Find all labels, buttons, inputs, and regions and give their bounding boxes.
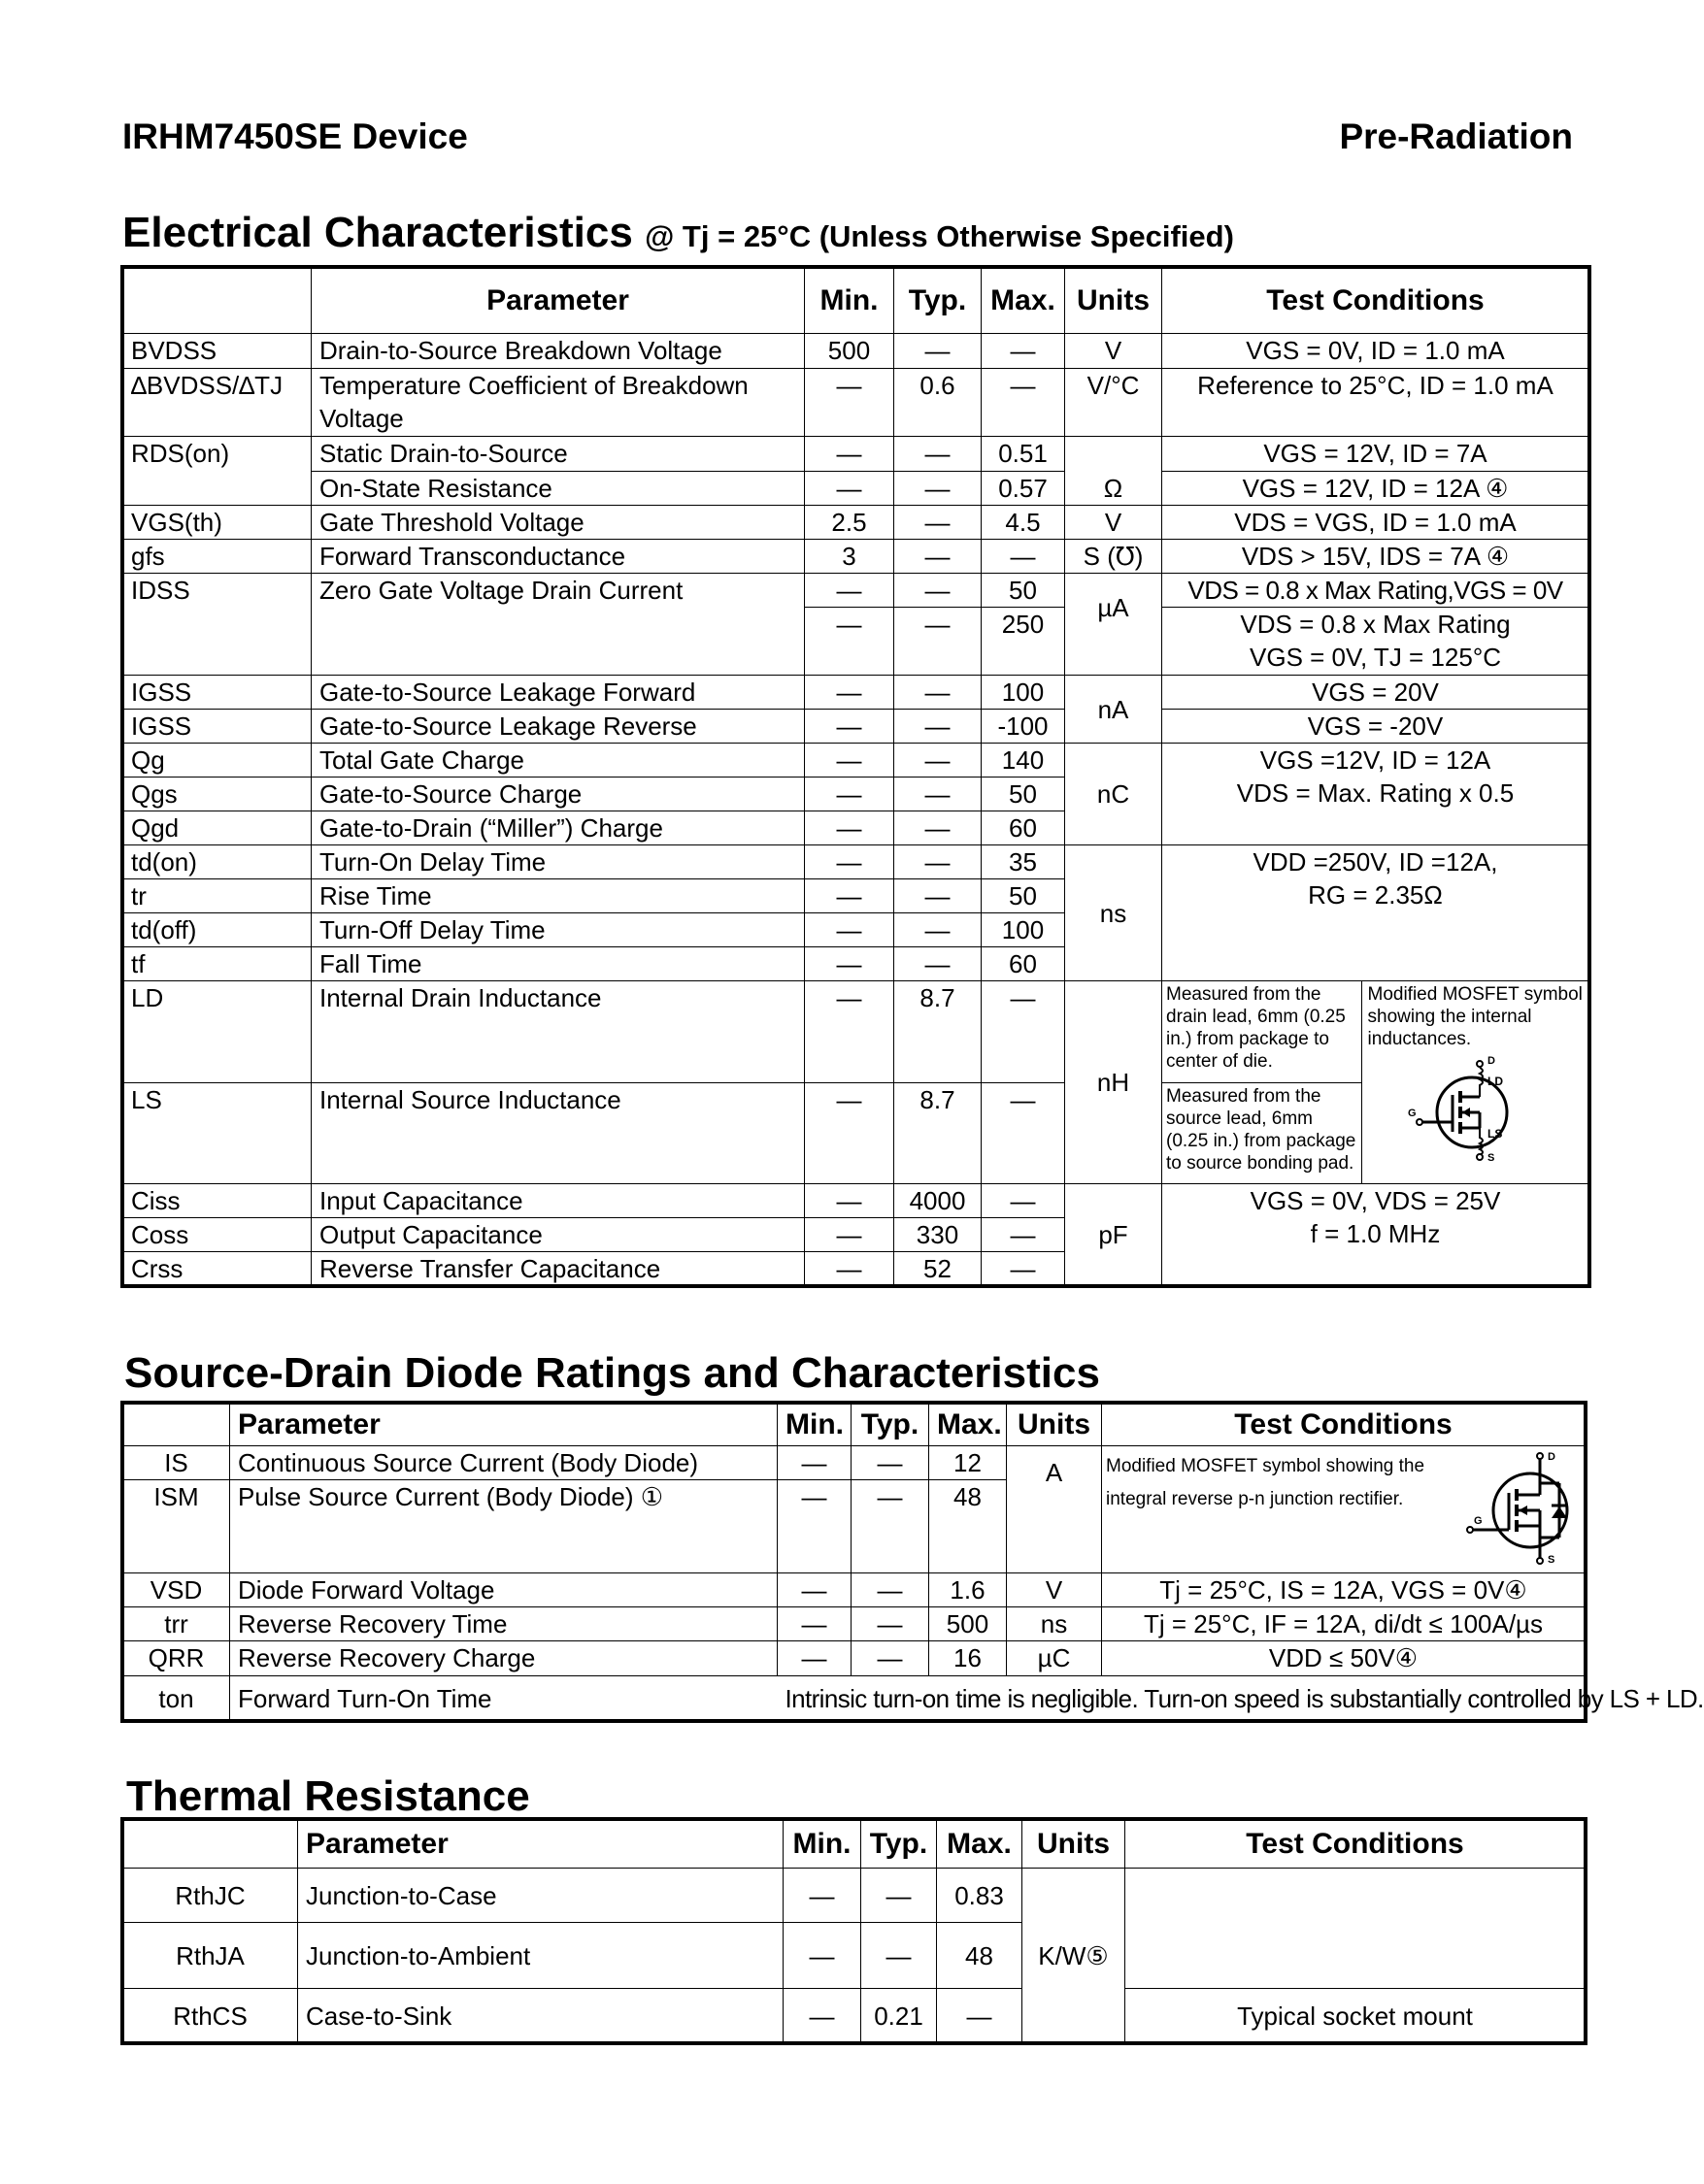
test-condition: VDS = VGS, ID = 1.0 mA: [1162, 506, 1589, 540]
parameter: Continuous Source Current (Body Diode): [230, 1446, 778, 1480]
col-test-conditions: Test Conditions: [1102, 1404, 1586, 1446]
min: 500: [805, 334, 894, 369]
test-condition: [1162, 437, 1589, 472]
typ: —: [852, 1641, 929, 1676]
min: 3: [805, 540, 894, 574]
unit: ns: [1065, 845, 1162, 981]
parameter: Input Capacitance: [312, 1184, 805, 1218]
min: —: [805, 913, 894, 947]
max: 250: [982, 608, 1065, 676]
symbol: Qgs: [123, 778, 312, 811]
max: —: [982, 1252, 1065, 1286]
test-condition: VGS = 0V, ID = 1.0 mA: [1162, 334, 1589, 369]
test-condition: Typical socket mount: [1125, 1989, 1586, 2043]
gate-label: G: [1474, 1515, 1483, 1527]
max: 48: [937, 1923, 1022, 1989]
thermal-heading: Thermal Resistance: [126, 1772, 530, 1820]
table-row: [123, 1446, 1586, 1480]
col-parameter: Parameter: [230, 1404, 778, 1446]
parameter: Gate Threshold Voltage: [312, 506, 805, 540]
table-row: [123, 744, 1589, 778]
condition-line: VGS =12V, ID = 12A: [1259, 745, 1491, 775]
min: —: [805, 845, 894, 879]
drain-label: D: [1548, 1451, 1555, 1463]
unit: S (℧): [1065, 540, 1162, 574]
unit: ns: [1007, 1607, 1102, 1641]
symbol: LD: [123, 981, 312, 1083]
min: —: [784, 1989, 861, 2043]
min: —: [805, 676, 894, 710]
max: —: [982, 334, 1065, 369]
max: 0.57: [982, 472, 1065, 506]
table-row: [123, 1989, 1586, 2043]
col-max: Max.: [929, 1404, 1007, 1446]
min: —: [805, 1252, 894, 1286]
col-test-conditions: Test Conditions: [1162, 268, 1589, 334]
symbol: gfs: [123, 540, 312, 574]
typ: —: [894, 710, 982, 744]
table-row: [123, 710, 1589, 744]
symbol: RthJC: [123, 1869, 298, 1923]
min: —: [805, 981, 894, 1083]
electrical-characteristics-table: [122, 267, 1589, 1286]
typ: —: [852, 1607, 929, 1641]
turn-on-note: Intrinsic turn-on time is negligible. Turn-on speed is substantially controlled by LS + LD.: [778, 1676, 1586, 1721]
condition-line: VGS = 0V, TJ = 125°C: [1250, 643, 1501, 672]
max: 50: [982, 574, 1065, 608]
test-condition: [1162, 845, 1589, 981]
symbol: Qgd: [123, 811, 312, 845]
unit: nA: [1065, 676, 1162, 744]
parameter: Temperature Coefficient of Breakdown Voltage: [312, 369, 805, 437]
col-max: Max.: [937, 1820, 1022, 1869]
test-condition: [1162, 744, 1589, 845]
typ: —: [894, 744, 982, 778]
parameter: Output Capacitance: [312, 1218, 805, 1252]
min: —: [805, 710, 894, 744]
symbol: td(off): [123, 913, 312, 947]
parameter: Reverse Recovery Time: [230, 1607, 778, 1641]
test-condition: [1102, 1446, 1586, 1573]
table-header-row: [123, 1404, 1586, 1446]
unit: pF: [1065, 1184, 1162, 1286]
symbol-header: [123, 268, 312, 334]
symbol-header: [123, 1820, 298, 1869]
min: —: [805, 472, 894, 506]
test-condition: VDD ≤ 50V④: [1102, 1641, 1586, 1676]
col-units: Units: [1007, 1404, 1102, 1446]
symbol: VSD: [123, 1573, 230, 1607]
typ: —: [894, 334, 982, 369]
mosfet-body-diode-symbol-icon: [1466, 1450, 1583, 1565]
col-typ: Typ.: [861, 1820, 937, 1869]
symbol: RthJA: [123, 1923, 298, 1989]
max: 4.5: [982, 506, 1065, 540]
typ: —: [894, 778, 982, 811]
ld-measurement-note: Measured from the drain lead, 6mm (0.25 in.) from package to center of die.: [1162, 981, 1361, 1082]
test-condition: VDS = 0.8 x Max Rating,VGS = 0V: [1162, 574, 1589, 608]
parameter: Turn-On Delay Time: [312, 845, 805, 879]
typ: —: [894, 608, 982, 676]
typ: 52: [894, 1252, 982, 1286]
parameter: On-State Resistance: [312, 472, 805, 506]
parameter: Turn-Off Delay Time: [312, 913, 805, 947]
typ: —: [861, 1923, 937, 1989]
min: —: [805, 1218, 894, 1252]
unit: V: [1065, 506, 1162, 540]
symbol: trr: [123, 1607, 230, 1641]
parameter: Reverse Transfer Capacitance: [312, 1252, 805, 1286]
max: —: [982, 981, 1065, 1083]
parameter: Junction-to-Case: [298, 1869, 784, 1923]
condition-text: VGS = 12V, ID = 7A: [1263, 439, 1487, 468]
symbol: tf: [123, 947, 312, 981]
typ: —: [894, 437, 982, 472]
table-row: [123, 845, 1589, 879]
ld-label: LD: [1487, 1075, 1504, 1088]
col-typ: Typ.: [852, 1404, 929, 1446]
parameter: Internal Drain Inductance: [312, 981, 805, 1083]
parameter: Forward Turn-On Time: [230, 1676, 778, 1721]
note-marker: ④: [1486, 474, 1509, 503]
figure-caption: Modified MOSFET symbol showing the internal inductances.: [1367, 984, 1583, 1049]
inductance-condition-grid: [1162, 981, 1588, 1183]
max: 16: [929, 1641, 1007, 1676]
test-condition: [1162, 472, 1589, 506]
unit: V/°C: [1065, 369, 1162, 437]
parameter: Reverse Recovery Charge: [230, 1641, 778, 1676]
min: —: [805, 811, 894, 845]
min: —: [805, 947, 894, 981]
max: 50: [982, 778, 1065, 811]
min: —: [778, 1573, 852, 1607]
condition-line: VDS = Max. Rating x 0.5: [1236, 778, 1515, 808]
parameter: Static Drain-to-Source: [312, 437, 805, 472]
symbol-header: [123, 1404, 230, 1446]
col-min: Min.: [784, 1820, 861, 1869]
test-condition: VDS > 15V, IDS = 7A ④: [1162, 540, 1589, 574]
max: —: [982, 1184, 1065, 1218]
table-row: [123, 1869, 1586, 1923]
typ: —: [894, 947, 982, 981]
unit: µA: [1065, 574, 1162, 676]
section-subtitle: @ Tj = 25°C (Unless Otherwise Specified): [645, 219, 1234, 253]
max: 100: [982, 676, 1065, 710]
unit: µC: [1007, 1641, 1102, 1676]
parameter: Pulse Source Current (Body Diode) ①: [230, 1480, 778, 1573]
typ: —: [852, 1480, 929, 1573]
unit: V: [1007, 1573, 1102, 1607]
typ: —: [894, 676, 982, 710]
parameter: Drain-to-Source Breakdown Voltage: [312, 334, 805, 369]
unit: nC: [1065, 744, 1162, 845]
table-row: [123, 1184, 1589, 1218]
table-row: [123, 472, 1589, 506]
col-typ: Typ.: [894, 268, 982, 334]
typ: —: [894, 913, 982, 947]
symbol: ∆BVDSS/∆TJ: [123, 369, 312, 437]
device-title: IRHM7450SE Device: [122, 116, 468, 156]
parameter: Diode Forward Voltage: [230, 1573, 778, 1607]
typ: 8.7: [894, 1082, 982, 1184]
symbol: Qg: [123, 744, 312, 778]
max: —: [982, 1082, 1065, 1184]
max: —: [982, 540, 1065, 574]
diode-heading: Source-Drain Diode Ratings and Characteristics: [124, 1349, 1100, 1397]
col-min: Min.: [778, 1404, 852, 1446]
col-test-conditions: Test Conditions: [1125, 1820, 1586, 1869]
max: 35: [982, 845, 1065, 879]
symbol: Crss: [123, 1252, 312, 1286]
symbol: Coss: [123, 1218, 312, 1252]
col-max: Max.: [982, 268, 1065, 334]
test-condition: VGS = 20V: [1162, 676, 1589, 710]
symbol: tr: [123, 879, 312, 913]
parameter: Gate-to-Source Charge: [312, 778, 805, 811]
min: —: [805, 778, 894, 811]
col-parameter: Parameter: [298, 1820, 784, 1869]
min: —: [778, 1446, 852, 1480]
parameter: Fall Time: [312, 947, 805, 981]
parameter: Internal Source Inductance: [312, 1082, 805, 1184]
col-units: Units: [1065, 268, 1162, 334]
typ: —: [894, 811, 982, 845]
condition-line: VGS = 0V, VDS = 25V: [1250, 1186, 1501, 1215]
typ: —: [894, 574, 982, 608]
table-row: [123, 1641, 1586, 1676]
symbol: Ciss: [123, 1184, 312, 1218]
max: 0.83: [937, 1869, 1022, 1923]
table-row: [123, 1676, 1586, 1721]
typ: 0.6: [894, 369, 982, 437]
min: —: [805, 369, 894, 437]
table-row: [123, 369, 1589, 437]
min: —: [805, 744, 894, 778]
max: 50: [982, 879, 1065, 913]
parameter: Junction-to-Ambient: [298, 1923, 784, 1989]
electrical-characteristics-heading: [122, 209, 1234, 257]
max: 100: [982, 913, 1065, 947]
max: —: [982, 369, 1065, 437]
figure-caption: Modified MOSFET symbol showing the integral reverse p-n junction rectifier.: [1106, 1456, 1425, 1509]
max: 140: [982, 744, 1065, 778]
condition-text: VGS = 12V, ID = 12A: [1242, 474, 1479, 503]
test-condition: Tj = 25°C, IS = 12A, VGS = 0V④: [1102, 1573, 1586, 1607]
symbol: IDSS: [123, 574, 312, 676]
symbol: QRR: [123, 1641, 230, 1676]
parameter: Gate-to-Source Leakage Forward: [312, 676, 805, 710]
min: —: [805, 1082, 894, 1184]
symbol: IGSS: [123, 710, 312, 744]
table-row: [123, 981, 1589, 1083]
mosfet-figure-cell: [1361, 981, 1588, 1183]
parameter: Zero Gate Voltage Drain Current: [312, 574, 805, 676]
col-units: Units: [1022, 1820, 1125, 1869]
symbol: IGSS: [123, 676, 312, 710]
symbol: RthCS: [123, 1989, 298, 2043]
max: 1.6: [929, 1573, 1007, 1607]
typ: —: [861, 1869, 937, 1923]
condition-line: RG = 2.35Ω: [1308, 880, 1443, 910]
symbol: td(on): [123, 845, 312, 879]
drain-label: D: [1487, 1055, 1496, 1067]
table-row: [123, 676, 1589, 710]
ls-measurement-note: Measured from the source lead, 6mm (0.25 in.) from package to source bonding pad.: [1162, 1082, 1361, 1183]
test-condition: [1162, 981, 1589, 1184]
min: —: [778, 1607, 852, 1641]
test-condition: [1162, 1184, 1589, 1286]
max: 12: [929, 1446, 1007, 1480]
table-header-row: [123, 1820, 1586, 1869]
ls-label: LS: [1487, 1127, 1503, 1141]
pre-radiation-label: Pre-Radiation: [1339, 116, 1573, 156]
condition-line: VDS = 0.8 x Max Rating: [1240, 610, 1511, 639]
table-header-row: [123, 268, 1589, 334]
section-title: Electrical Characteristics: [122, 209, 633, 256]
table-row: [123, 437, 1589, 472]
source-label: S: [1548, 1554, 1555, 1566]
table-row: [123, 1573, 1586, 1607]
symbol: ISM: [123, 1480, 230, 1573]
typ: —: [852, 1573, 929, 1607]
min: —: [805, 1184, 894, 1218]
table-row: [123, 506, 1589, 540]
parameter: Rise Time: [312, 879, 805, 913]
diode-table: [122, 1403, 1704, 1721]
test-condition: Reference to 25°C, ID = 1.0 mA: [1162, 369, 1589, 437]
min: —: [778, 1641, 852, 1676]
max: 60: [982, 811, 1065, 845]
min: —: [805, 608, 894, 676]
min: —: [805, 879, 894, 913]
test-condition: [1162, 608, 1589, 676]
parameter: Gate-to-Drain (“Miller”) Charge: [312, 811, 805, 845]
typ: —: [894, 879, 982, 913]
max: —: [937, 1989, 1022, 2043]
symbol: IS: [123, 1446, 230, 1480]
thermal-table: [122, 1819, 1586, 2043]
symbol: ton: [123, 1676, 230, 1721]
symbol: VGS(th): [123, 506, 312, 540]
test-condition: VGS = -20V: [1162, 710, 1589, 744]
min: —: [805, 574, 894, 608]
table-row: [123, 1607, 1586, 1641]
test-condition-empty: [1125, 1869, 1586, 1989]
source-label: S: [1487, 1152, 1495, 1164]
min: —: [805, 437, 894, 472]
symbol: BVDSS: [123, 334, 312, 369]
mosfet-inductance-symbol-icon: [1402, 1056, 1548, 1163]
condition-line: VDD =250V, ID =12A,: [1253, 847, 1498, 877]
max: -100: [982, 710, 1065, 744]
parameter: Gate-to-Source Leakage Reverse: [312, 710, 805, 744]
typ: —: [852, 1446, 929, 1480]
min: —: [784, 1869, 861, 1923]
table-row: [123, 540, 1589, 574]
max: 48: [929, 1480, 1007, 1573]
unit: A: [1007, 1446, 1102, 1573]
col-parameter: Parameter: [312, 268, 805, 334]
gate-label: G: [1408, 1108, 1417, 1119]
typ: —: [894, 472, 982, 506]
parameter: Case-to-Sink: [298, 1989, 784, 2043]
max: 0.51: [982, 437, 1065, 472]
symbol: LS: [123, 1082, 312, 1184]
typ: —: [894, 506, 982, 540]
unit: nH: [1065, 981, 1162, 1184]
unit: Ω: [1065, 437, 1162, 506]
parameter: Forward Transconductance: [312, 540, 805, 574]
typ: 0.21: [861, 1989, 937, 2043]
unit: K/W⑤: [1022, 1869, 1125, 2043]
parameter: Total Gate Charge: [312, 744, 805, 778]
table-row: [123, 574, 1589, 608]
symbol: RDS(on): [123, 437, 312, 506]
max: 500: [929, 1607, 1007, 1641]
condition-line: f = 1.0 MHz: [1310, 1219, 1441, 1248]
max: —: [982, 1218, 1065, 1252]
typ: —: [894, 845, 982, 879]
typ: 8.7: [894, 981, 982, 1083]
typ: —: [894, 540, 982, 574]
typ: 4000: [894, 1184, 982, 1218]
min: —: [778, 1480, 852, 1573]
unit: V: [1065, 334, 1162, 369]
col-min: Min.: [805, 268, 894, 334]
typ: 330: [894, 1218, 982, 1252]
max: 60: [982, 947, 1065, 981]
min: 2.5: [805, 506, 894, 540]
table-row: [123, 334, 1589, 369]
min: —: [784, 1923, 861, 1989]
test-condition: Tj = 25°C, IF = 12A, di/dt ≤ 100A/µs: [1102, 1607, 1586, 1641]
